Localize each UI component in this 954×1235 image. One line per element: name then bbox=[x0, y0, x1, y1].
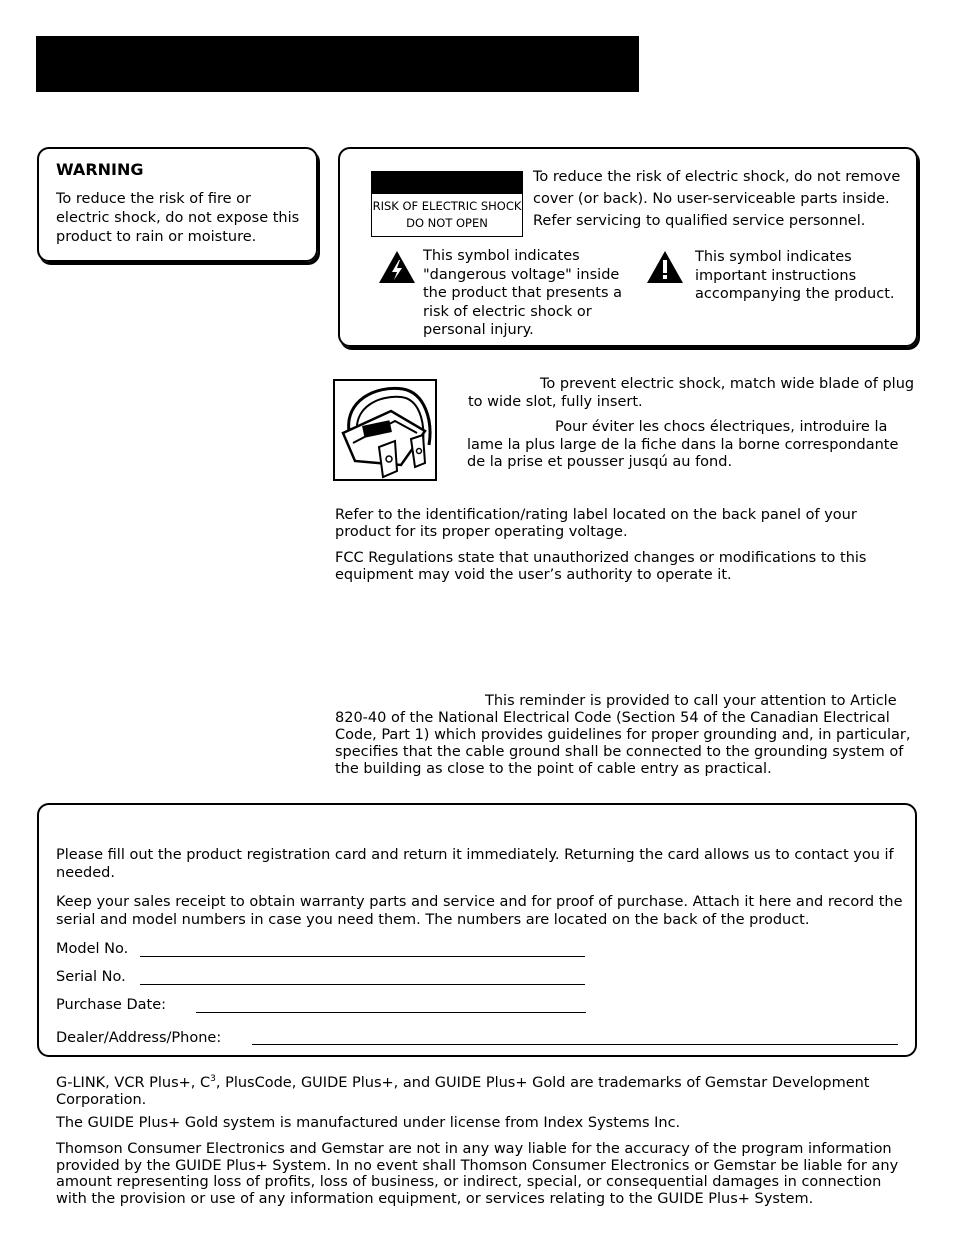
rating-label-notice: Refer to the identification/rating label located on the back panel of your product for its proper operating voltage. bbox=[335, 507, 857, 540]
trademarks-notice bbox=[56, 1075, 916, 1108]
header-bar bbox=[36, 36, 639, 92]
sales-receipt-text: Keep your sales receipt to obtain warranty parts and service and for proof of purchase. Attach it here and record the serial and model numbers in case you need them. The numbers are located on the back of the product. bbox=[56, 894, 903, 928]
caution-label-text bbox=[372, 198, 522, 232]
model-number-label: Model No. bbox=[56, 941, 129, 957]
fcc-notice: FCC Regulations state that unauthorized changes or modifications to this equipment may void the user’s authority to operate it. bbox=[335, 550, 867, 583]
purchase-date-field[interactable] bbox=[196, 1012, 586, 1013]
symbol-instructions-text: This symbol indicates important instructions accompanying the product. bbox=[695, 249, 895, 302]
trademarks-text-end: , PlusCode, GUIDE Plus+, and GUIDE Plus+ Gold are trademarks of Gemstar Development Corporation. bbox=[56, 1075, 870, 1108]
serial-number-label: Serial No. bbox=[56, 969, 126, 985]
serial-number-field[interactable] bbox=[140, 984, 585, 985]
registration-box bbox=[37, 803, 917, 1057]
exclamation-triangle-icon bbox=[646, 250, 684, 284]
caution-label-bar bbox=[372, 172, 522, 194]
dealer-info-field[interactable] bbox=[252, 1044, 898, 1045]
license-notice: The GUIDE Plus+ Gold system is manufactured under license from Index Systems Inc. bbox=[56, 1115, 681, 1131]
plug-instructions-french: Pour éviter les chocs électriques, introduire la lame la plus large de la fiche dans la borne correspondante de la prise et pousser jusqú au fond. bbox=[467, 419, 899, 470]
polarized-plug-image bbox=[333, 379, 437, 481]
registration-card-text: Please fill out the product registration card and return it immediately. Returning the card allows us to contact you if needed. bbox=[56, 847, 894, 881]
lightning-triangle-icon bbox=[378, 250, 416, 284]
grounding-notice: This reminder is provided to call your attention to Article 820-40 of the National Electrical Code (Section 54 of the Canadian Electrical Code, Part 1) which provides guidelines for proper grounding and, in particular, specifies that the cable ground shall be connected to the grounding system of the building as close to the point of cable entry as practical. bbox=[335, 693, 911, 777]
caution-label-line1: RISK OF ELECTRIC SHOCK bbox=[372, 199, 522, 213]
plug-drawing bbox=[335, 381, 435, 479]
plug-instructions-english: To prevent electric shock, match wide blade of plug to wide slot, fully insert. bbox=[468, 376, 915, 410]
warning-title: WARNING bbox=[56, 160, 144, 179]
dealer-info-label: Dealer/Address/Phone: bbox=[56, 1030, 222, 1046]
model-number-field[interactable] bbox=[140, 956, 585, 957]
warning-text: To reduce the risk of fire or electric shock, do not expose this product to rain or moisture. bbox=[56, 191, 300, 245]
caution-main-text: To reduce the risk of electric shock, do not remove cover (or back). No user-serviceable parts inside. Refer servicing to qualified service personnel. bbox=[533, 169, 901, 229]
trademarks-superscript: 3 bbox=[210, 1074, 216, 1084]
caution-label-line2: DO NOT OPEN bbox=[406, 216, 488, 230]
caution-label bbox=[371, 171, 523, 237]
trademarks-text-start: G-LINK, VCR Plus+, C bbox=[56, 1075, 211, 1091]
liability-notice: Thomson Consumer Electronics and Gemstar are not in any way liable for the accuracy of the program information provided by the GUIDE Plus+ System. In no event shall Thomson Consumer Electronics or Gemstar be liable for any amount representing loss of profits, loss of business, or indirect, special, or consequential damages in connection with the provision or use of any information equipment, or services relating to the GUIDE Plus+ System. bbox=[56, 1141, 899, 1207]
purchase-date-label: Purchase Date: bbox=[56, 997, 166, 1013]
symbol-voltage-text: This symbol indicates "dangerous voltage" inside the product that presents a risk of electric shock or personal injury. bbox=[423, 248, 623, 338]
